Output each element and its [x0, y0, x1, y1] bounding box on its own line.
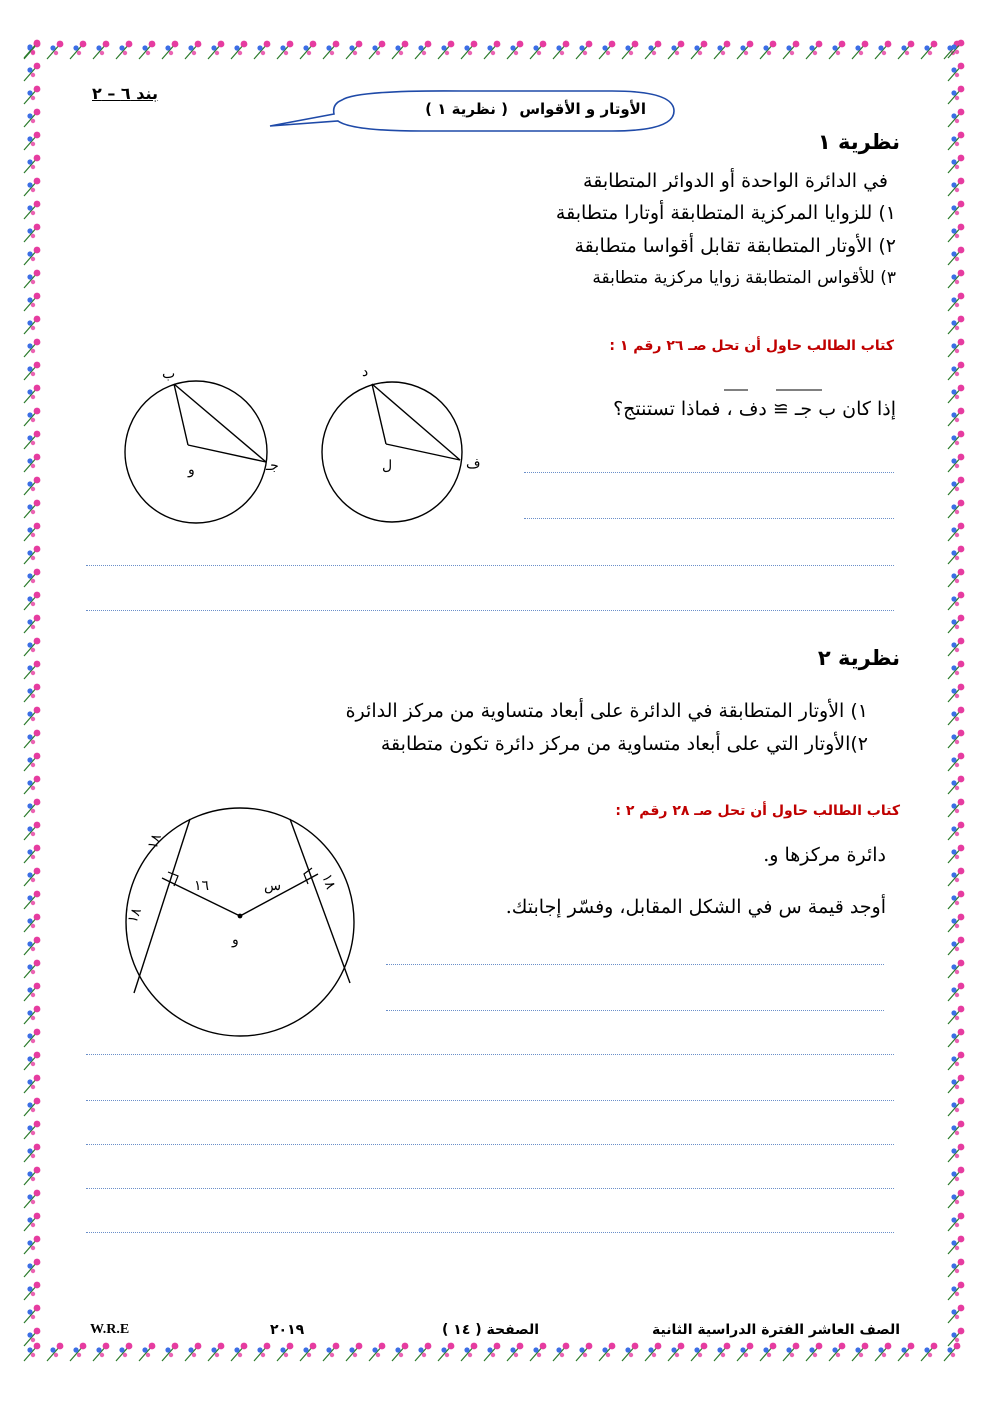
label-center: ل: [382, 458, 393, 474]
circle-figure-left: [125, 366, 279, 523]
answer-line: [86, 1144, 894, 1145]
answer-line: [86, 565, 894, 566]
theorem1-figure: [118, 362, 498, 532]
theorem2-book-note: كتاب الطالب حاول أن تحل صـ ٢٨ رقم ٢ :: [615, 803, 900, 819]
label-left-distance: ١٦: [194, 878, 210, 894]
theorem1-heading: نظرية ١: [817, 130, 900, 154]
answer-line: [386, 964, 884, 965]
label-point: ب: [162, 366, 176, 382]
theorem1-question: إذا كان ب جـ ≅ دف ، فماذا تستنتج؟: [613, 398, 896, 420]
footer-page-number: الصفحة ( ١٤ ): [442, 1322, 540, 1338]
label-center: و: [232, 932, 239, 948]
label-left-upper: ١٨: [144, 831, 165, 852]
flower-ornament-icon: [946, 38, 970, 1364]
decorative-border-right: [946, 38, 970, 1364]
label-right-upper: ١٨: [318, 871, 339, 892]
chord-overlines: [700, 386, 840, 396]
section-reference: بند ٦ – ٢: [92, 84, 159, 103]
theorem2-line: ١) الأوتار المتطابقة في الدائرة على أبعاد متساوية من مركز الدائرة: [345, 700, 868, 722]
theorem1-book-note: كتاب الطالب حاول أن تحل صـ ٢٦ رقم ١ :: [609, 338, 894, 354]
theorem1-line: في الدائرة الواحدة أو الدوائر المتطابقة: [583, 170, 888, 192]
theorem1-line: ٢) الأوتار المتطابقة تقابل أقواسا متطابقة: [574, 235, 896, 257]
footer-author: W.R.E: [90, 1322, 130, 1337]
answer-line: [86, 1188, 894, 1189]
label-point: جـ: [266, 458, 279, 474]
decorative-border-left: [22, 38, 46, 1364]
theorem2-line: ٢)الأوتار التي على أبعاد متساوية من مركز دائرة تكون متطابقة: [380, 733, 868, 755]
flower-ornament-icon: [22, 38, 46, 1364]
label-left-lower: ١٨: [124, 905, 145, 926]
decorative-border-bottom: [22, 1340, 970, 1364]
theorem2-heading: نظرية ٢: [817, 646, 900, 670]
answer-line: [86, 1232, 894, 1233]
answer-line: [86, 610, 894, 611]
footer-grade: الصف العاشر الفترة الدراسية الثانية: [652, 1322, 900, 1338]
answer-line: [386, 1010, 884, 1011]
label-point: د: [362, 364, 369, 380]
theorem1-line: ٣) للأقواس المتطابقة زوايا مركزية متطابقة: [592, 268, 896, 288]
flower-ornament-icon: [22, 1340, 970, 1364]
decorative-border-top: [22, 38, 970, 62]
label-center: و: [188, 462, 195, 478]
theorem2-question-line1: دائرة مركزها و.: [763, 844, 886, 866]
label-point: ف: [466, 456, 481, 472]
page-title: الأوتار و الأقواس: [519, 100, 646, 118]
circle-figure-right: [322, 364, 481, 522]
theorem2-figure: [118, 804, 378, 1040]
answer-line: [524, 518, 894, 519]
answer-line: [524, 472, 894, 473]
answer-line: [86, 1100, 894, 1101]
theorem2-question-line2: أوجد قيمة س في الشكل المقابل، وفسّر إجابتك.: [505, 896, 886, 918]
footer-year: ٢٠١٩: [270, 1322, 305, 1338]
flower-ornament-icon: [22, 38, 970, 62]
label-right-distance: س: [264, 878, 282, 894]
answer-line: [86, 1054, 894, 1055]
theorem1-line: ١) للزوايا المركزية المتطابقة أوتارا متطابقة: [555, 202, 896, 224]
title-theorem-tag: ( نظرية ١ ): [425, 100, 508, 118]
